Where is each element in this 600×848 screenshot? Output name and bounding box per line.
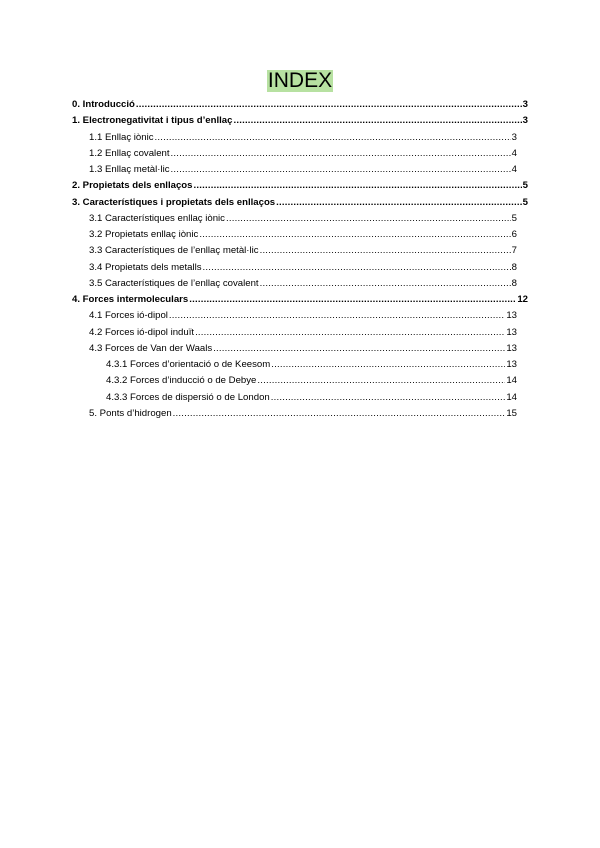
toc-entry-label: 3.2 Propietats enllaç iònic	[89, 229, 199, 240]
toc-dot-leader	[199, 227, 510, 243]
toc-entry-label: 4.3 Forces de Van der Waals	[89, 342, 213, 354]
toc-entry[interactable]	[72, 162, 517, 178]
toc-entry-page: 8	[511, 261, 517, 273]
toc-entry[interactable]	[72, 97, 528, 113]
toc-entry[interactable]	[72, 308, 517, 324]
toc-entry-label: 4.2 Forces ió-dipol induït	[89, 326, 195, 338]
page-title: INDEX	[267, 69, 333, 92]
toc-entry-page: 3	[511, 131, 517, 143]
toc-entry[interactable]	[72, 211, 517, 227]
toc-dot-leader	[260, 243, 511, 259]
toc-entry[interactable]	[72, 341, 517, 357]
toc-entry[interactable]	[72, 243, 517, 259]
toc-entry[interactable]	[72, 146, 517, 162]
toc-entry[interactable]	[72, 357, 517, 373]
toc-entry-label: 4.3.3 Forces de dispersió o de London	[106, 391, 270, 403]
toc-entry-label: 4. Forces intermoleculars	[72, 294, 189, 305]
toc-entry[interactable]	[72, 130, 517, 146]
toc-entry-label: 1.2 Enllaç covalent	[89, 147, 170, 159]
toc-dot-leader	[271, 390, 506, 406]
toc-entry-page: 14	[506, 391, 517, 403]
toc-entry-page: 8	[511, 277, 517, 289]
toc-dot-leader	[136, 97, 522, 113]
toc-entry-label: 3.1 Característiques enllaç iònic	[89, 212, 225, 224]
toc-entry-page: 13	[506, 359, 517, 370]
toc-entry-page: 12	[517, 294, 528, 305]
toc-entry-page: 15	[506, 407, 517, 419]
toc-entry-page: 3	[522, 115, 528, 127]
toc-entry-page: 13	[506, 342, 517, 354]
toc-entry[interactable]	[72, 178, 528, 194]
toc-entry[interactable]	[72, 276, 517, 292]
toc-entry-label: 4.3.1 Forces d’orientació o de Keesom	[106, 359, 271, 370]
toc-entry-page: 5	[522, 196, 528, 208]
toc-dot-leader	[213, 341, 505, 357]
toc-entry-label: 1. Electronegativitat i tipus d’enllaç	[72, 115, 233, 127]
toc-dot-leader	[233, 113, 521, 129]
toc-dot-leader	[271, 357, 505, 373]
toc-entry-page: 3	[522, 99, 528, 110]
toc-entry[interactable]	[72, 325, 517, 341]
toc-dot-leader	[260, 276, 511, 292]
toc-entry-label: 2. Propietats dels enllaços	[72, 180, 193, 192]
toc-entry-page: 4	[511, 147, 517, 159]
toc-entry-page: 4	[511, 164, 517, 175]
toc-entry-page: 13	[506, 326, 517, 338]
toc-entry[interactable]	[72, 113, 528, 129]
table-of-contents	[72, 97, 528, 422]
toc-dot-leader	[171, 162, 511, 178]
toc-dot-leader	[155, 130, 511, 146]
toc-entry-page: 6	[511, 229, 517, 240]
toc-dot-leader	[189, 292, 516, 308]
toc-dot-leader	[195, 325, 505, 341]
toc-entry[interactable]	[72, 292, 528, 308]
toc-entry-label: 3.5 Característiques de l’enllaç covalent	[89, 277, 259, 289]
toc-entry[interactable]	[72, 373, 517, 389]
toc-entry[interactable]	[72, 227, 517, 243]
title-wrap	[0, 70, 600, 92]
toc-entry[interactable]	[72, 260, 517, 276]
toc-dot-leader	[226, 211, 511, 227]
toc-entry-page: 13	[506, 310, 517, 322]
toc-entry-label: 0. Introducció	[72, 99, 135, 110]
toc-entry-label: 3. Característiques i propietats dels enllaços	[72, 196, 276, 208]
toc-entry-label: 3.3 Característiques de l’enllaç metàl·lic	[89, 245, 259, 257]
toc-dot-leader	[276, 195, 522, 211]
toc-entry-label: 3.4 Propietats dels metalls	[89, 261, 202, 273]
toc-dot-leader	[203, 260, 511, 276]
toc-entry-page: 5	[511, 212, 517, 224]
toc-entry-label: 5. Ponts d’hidrogen	[89, 407, 172, 419]
toc-entry-label: 4.1 Forces ió-dipol	[89, 310, 168, 322]
toc-entry-label: 4.3.2 Forces d’inducció o de Debye	[106, 375, 257, 387]
toc-entry-page: 5	[522, 180, 528, 192]
toc-entry-page: 14	[506, 375, 517, 387]
toc-dot-leader	[173, 406, 506, 422]
toc-dot-leader	[194, 178, 522, 194]
toc-entry[interactable]	[72, 406, 517, 422]
toc-entry-page: 7	[511, 245, 517, 257]
toc-entry-label: 1.1 Enllaç iònic	[89, 131, 154, 143]
toc-dot-leader	[169, 308, 505, 324]
toc-entry[interactable]	[72, 390, 517, 406]
toc-dot-leader	[257, 373, 505, 389]
toc-entry-label: 1.3 Enllaç metàl·lic	[89, 164, 170, 175]
toc-entry[interactable]	[72, 195, 528, 211]
toc-dot-leader	[171, 146, 511, 162]
